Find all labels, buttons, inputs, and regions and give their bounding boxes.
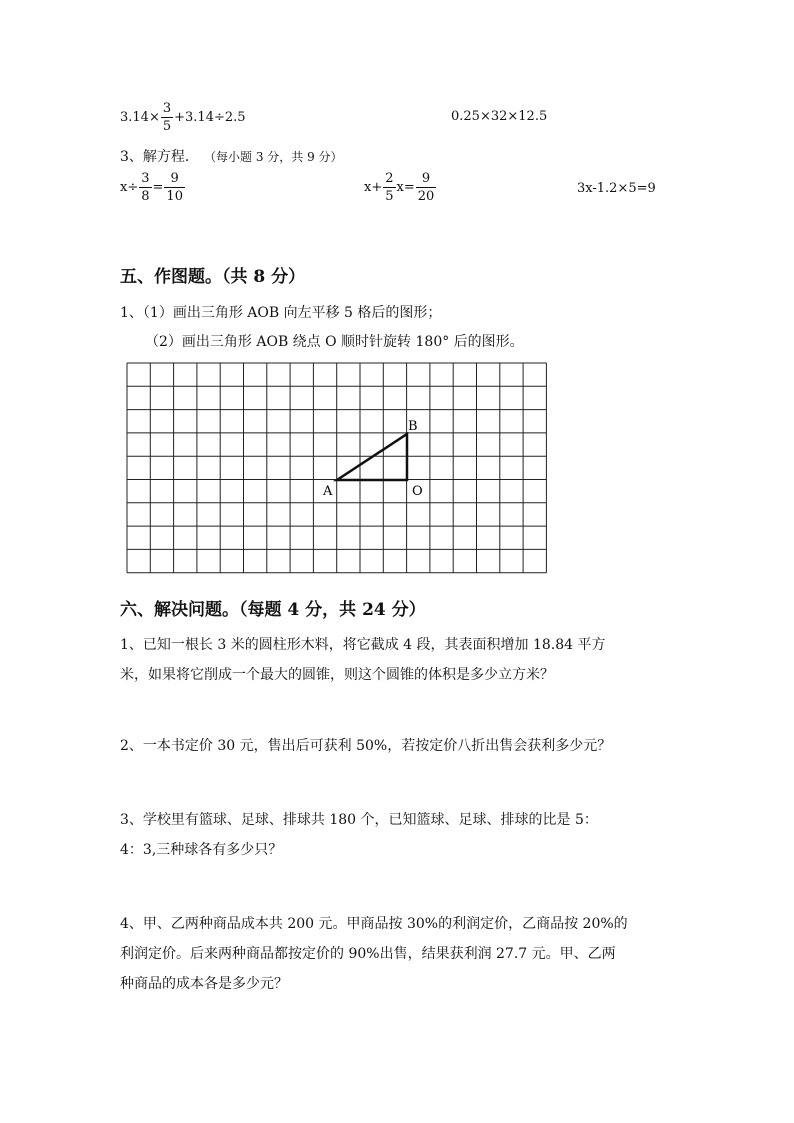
problem-2-line: 2、一本书定价 30 元，售出后可获利 50%，若按定价八折出售会获利多少元？ [120,738,612,754]
label-a: A [323,484,333,499]
numerator: 9 [164,170,185,188]
denominator: 5 [162,119,172,134]
calc-expression-2: 0.25×32×12.5 [451,109,548,124]
denominator: 20 [417,189,435,204]
denominator: 8 [141,189,150,204]
triangle-aob [337,434,407,480]
problem-4-line: 种商品的成本各是多少元？ [120,976,288,992]
problem-4-line: 4、甲、乙两种商品成本共 200 元。甲商品按 30%的利润定价，乙商品按 20%的 [120,916,628,932]
grid-lines [127,363,546,573]
numerator: 3 [141,171,150,186]
denominator: 5 [385,189,394,204]
numerator: 2 [385,171,394,186]
label-o: O [412,484,423,499]
problem-2 [120,731,680,761]
label-b: B [408,419,418,434]
problem-1 [120,630,680,690]
problem-4 [120,909,680,999]
eq-part: = [152,180,164,195]
numerator: 9 [416,170,437,188]
problem-3-line: 3、学校里有篮球、足球、排球共 180 个，已知篮球、足球、排球的比是 5： [120,812,598,828]
expr-part: +3.14÷2.5 [174,110,246,125]
section5-question-1: 1、（1）画出三角形 AOB 向左平移 5 格后的图形； [120,305,442,321]
problem-4-line: 利润定价。后来两种商品都按定价的 90%出售，结果获利润 27.7 元。甲、乙两 [120,946,616,962]
expr-part: 3.14× [120,110,160,125]
eq-part: x+ [364,180,383,195]
section3-note: （每小题 3 分，共 9 分） [204,150,343,164]
problem-3-line: 4：3,三种球各有多少只？ [120,842,283,858]
problem-1-line: 1、已知一根长 3 米的圆柱形木料，将它截成 4 段，其表面积增加 18.84 平方 [120,637,606,653]
eq-part: x= [396,180,415,195]
section5-title: 五、作图题。（共 8 分） [120,267,306,287]
section6-title: 六、解决问题。（每题 4 分，共 24 分） [120,600,426,620]
problem-3 [120,805,680,865]
numerator: 3 [162,101,172,116]
problem-1-line: 米，如果将它削成一个最大的圆锥，则这个圆锥的体积是多少立方米？ [120,667,554,683]
section3-heading: 3、解方程． [120,149,199,165]
eq-part: x÷ [120,180,139,195]
section5-question-2: （2）画出三角形 AOB 绕点 O 顺时针旋转 180° 后的图形。 [145,334,524,350]
equation-3: 3x-1.2×5=9 [577,181,656,196]
denominator: 10 [166,189,183,204]
